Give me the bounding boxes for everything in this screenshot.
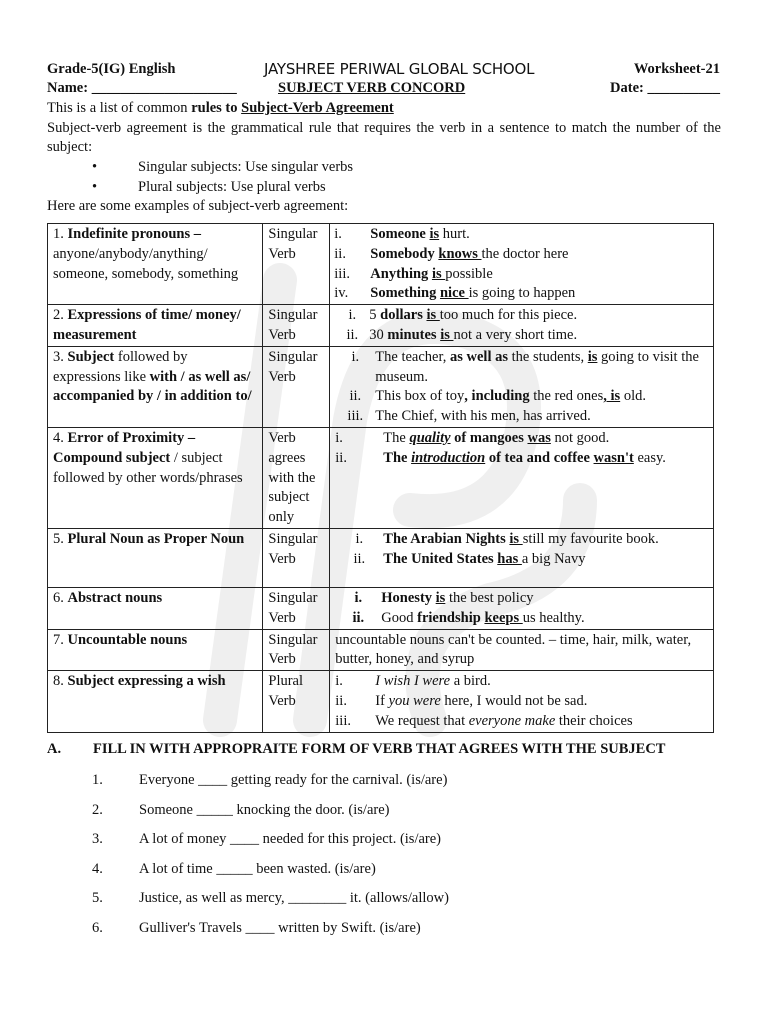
question-item[interactable]: [92, 801, 449, 831]
header-row-2: [47, 80, 720, 100]
question-number: 2.: [92, 801, 103, 818]
example-item: ii. Good friendship keeps us healthy.: [352, 609, 585, 626]
example-item: ii. Somebody knows the doctor here: [334, 245, 569, 262]
question-text: Someone _____ knocking the door. (is/are): [139, 801, 390, 818]
question-text: Everyone ____ getting ready for the carnival. (is/are): [139, 772, 448, 788]
school-name: JAYSHREE PERIWAL GLOBAL SCHOOL: [264, 60, 535, 78]
question-number: 6.: [92, 919, 103, 936]
question-number: 3.: [92, 831, 103, 847]
example-cell: [330, 224, 714, 305]
example-item: iii. Anything is possible: [334, 265, 493, 282]
example-item: iii. We request that everyone make their choices: [335, 712, 633, 729]
example-item: i. I wish I were a bird.: [335, 673, 491, 690]
bullet-item: [92, 178, 353, 198]
verb-cell: Plural Verb: [263, 671, 330, 732]
question-text: A lot of time _____ been wasted. (is/are): [139, 860, 376, 877]
intro-text: This is a list of common: [47, 100, 192, 116]
bullet-list: [92, 158, 353, 197]
rule-cell: 7. Uncountable nouns: [48, 629, 263, 671]
question-item[interactable]: [92, 771, 449, 801]
question-item[interactable]: [92, 830, 449, 860]
bullet-text: Singular subjects: Use singular verbs: [138, 159, 354, 175]
question-number: 5.: [92, 890, 103, 906]
verb-cell: Singular Verb: [263, 629, 330, 671]
verb-cell: Singular Verb: [263, 528, 330, 587]
question-text: A lot of money ____ needed for this project. (is/are): [139, 831, 442, 847]
table-row: [48, 587, 714, 629]
question-text: Justice, as well as mercy, ________ it. (allows/allow): [139, 890, 449, 906]
table-row: [48, 427, 714, 528]
intro-paragraph: Subject-verb agreement is the grammatical rule that requires the verb in a sentence to match the number of the subject:: [47, 119, 721, 155]
intro-topic: Subject-Verb Agreement: [241, 100, 394, 116]
example-item: ii. If you were here, I would not be sad.: [335, 692, 588, 709]
table-row: [48, 224, 714, 305]
example-item: ii. 30 minutes is not a very short time.: [346, 326, 578, 343]
bullet-item: [92, 158, 353, 178]
bullet-icon: •: [92, 178, 98, 195]
rule-cell: 1. Indefinite pronouns – anyone/anybody/anything/ someone, somebody, something: [48, 224, 263, 305]
example-item: i. The quality of mangoes was not good.: [335, 429, 610, 446]
bullet-text: Plural subjects: Use plural verbs: [138, 178, 326, 195]
example-cell: [330, 305, 714, 347]
example-item: ii. The introduction of tea and coffee wasn't easy.: [335, 449, 666, 466]
bullet-icon: •: [92, 159, 98, 175]
example-item: i. 5 dollars is too much for this piece.: [348, 307, 578, 324]
question-text: Gulliver's Travels ____ written by Swift. (is/are): [139, 919, 421, 936]
rule-cell: 5. Plural Noun as Proper Noun: [48, 528, 263, 587]
example-cell: [330, 671, 714, 732]
verb-cell: Verb agrees with the subject only: [263, 427, 330, 528]
question-number: 1.: [92, 772, 103, 788]
rule-cell: 8. Subject expressing a wish: [48, 671, 263, 732]
section-a-heading: [47, 741, 665, 758]
name-field[interactable]: Name: ____________________: [47, 80, 237, 96]
example-item: i. Someone is hurt.: [334, 226, 470, 242]
rule-cell: 6. Abstract nouns: [48, 587, 263, 629]
table-row: [48, 629, 714, 671]
question-list: [92, 771, 449, 948]
example-item: iii. The Chief, with his men, has arrived.: [347, 408, 591, 425]
verb-cell: Singular Verb: [263, 587, 330, 629]
rule-cell: 2. Expressions of time/ money/ measurement: [48, 305, 263, 347]
section-letter: A.: [47, 741, 62, 757]
example-item: i. The Arabian Nights is still my favourite book.: [355, 530, 659, 547]
example-cell: [330, 427, 714, 528]
example-cell: uncountable nouns can't be counted. – time, hair, milk, water, butter, honey, and syrup: [330, 629, 714, 671]
example-cell: [330, 587, 714, 629]
table-row: [48, 346, 714, 427]
example-item: ii. This box of toy, including the red ones, is old.: [349, 388, 646, 405]
grade-label: Grade-5(IG) English: [47, 61, 176, 77]
table-row: [48, 305, 714, 347]
verb-cell: Singular Verb: [263, 346, 330, 427]
question-item[interactable]: [92, 860, 449, 890]
verb-cell: Singular Verb: [263, 305, 330, 347]
question-number: 4.: [92, 860, 103, 877]
example-cell: [330, 346, 714, 427]
question-item[interactable]: [92, 889, 449, 919]
worksheet-title: SUBJECT VERB CONCORD: [278, 80, 466, 96]
rule-cell: 4. Error of Proximity – Compound subject / subject followed by other words/phrases: [48, 427, 263, 528]
example-item: ii. The United States has a big Navy: [353, 550, 586, 567]
examples-intro: Here are some examples of subject-verb agreement:: [47, 198, 349, 214]
example-cell: [330, 528, 714, 587]
question-item[interactable]: [92, 919, 449, 949]
example-item: i. Honesty is the best policy: [354, 589, 534, 606]
verb-cell: Singular Verb: [263, 224, 330, 305]
example-item: i. The teacher, as well as the students, is going to visit the museum.: [351, 348, 699, 385]
rules-table: [47, 223, 714, 733]
intro-line: [47, 99, 721, 119]
intro-bold: rules to: [191, 100, 242, 116]
table-row: [48, 528, 714, 587]
header-row-1: [47, 61, 720, 81]
date-field[interactable]: Date: __________: [610, 80, 720, 96]
worksheet-number: Worksheet-21: [633, 61, 720, 77]
section-heading-text: FILL IN WITH APPROPRAITE FORM OF VERB THAT AGREES WITH THE SUBJECT: [93, 741, 666, 757]
rule-cell: 3. Subject followed by expressions like with / as well as/ accompanied by / in addition to/: [48, 346, 263, 427]
table-row: [48, 671, 714, 732]
example-item: iv. Something nice is going to happen: [334, 285, 576, 302]
